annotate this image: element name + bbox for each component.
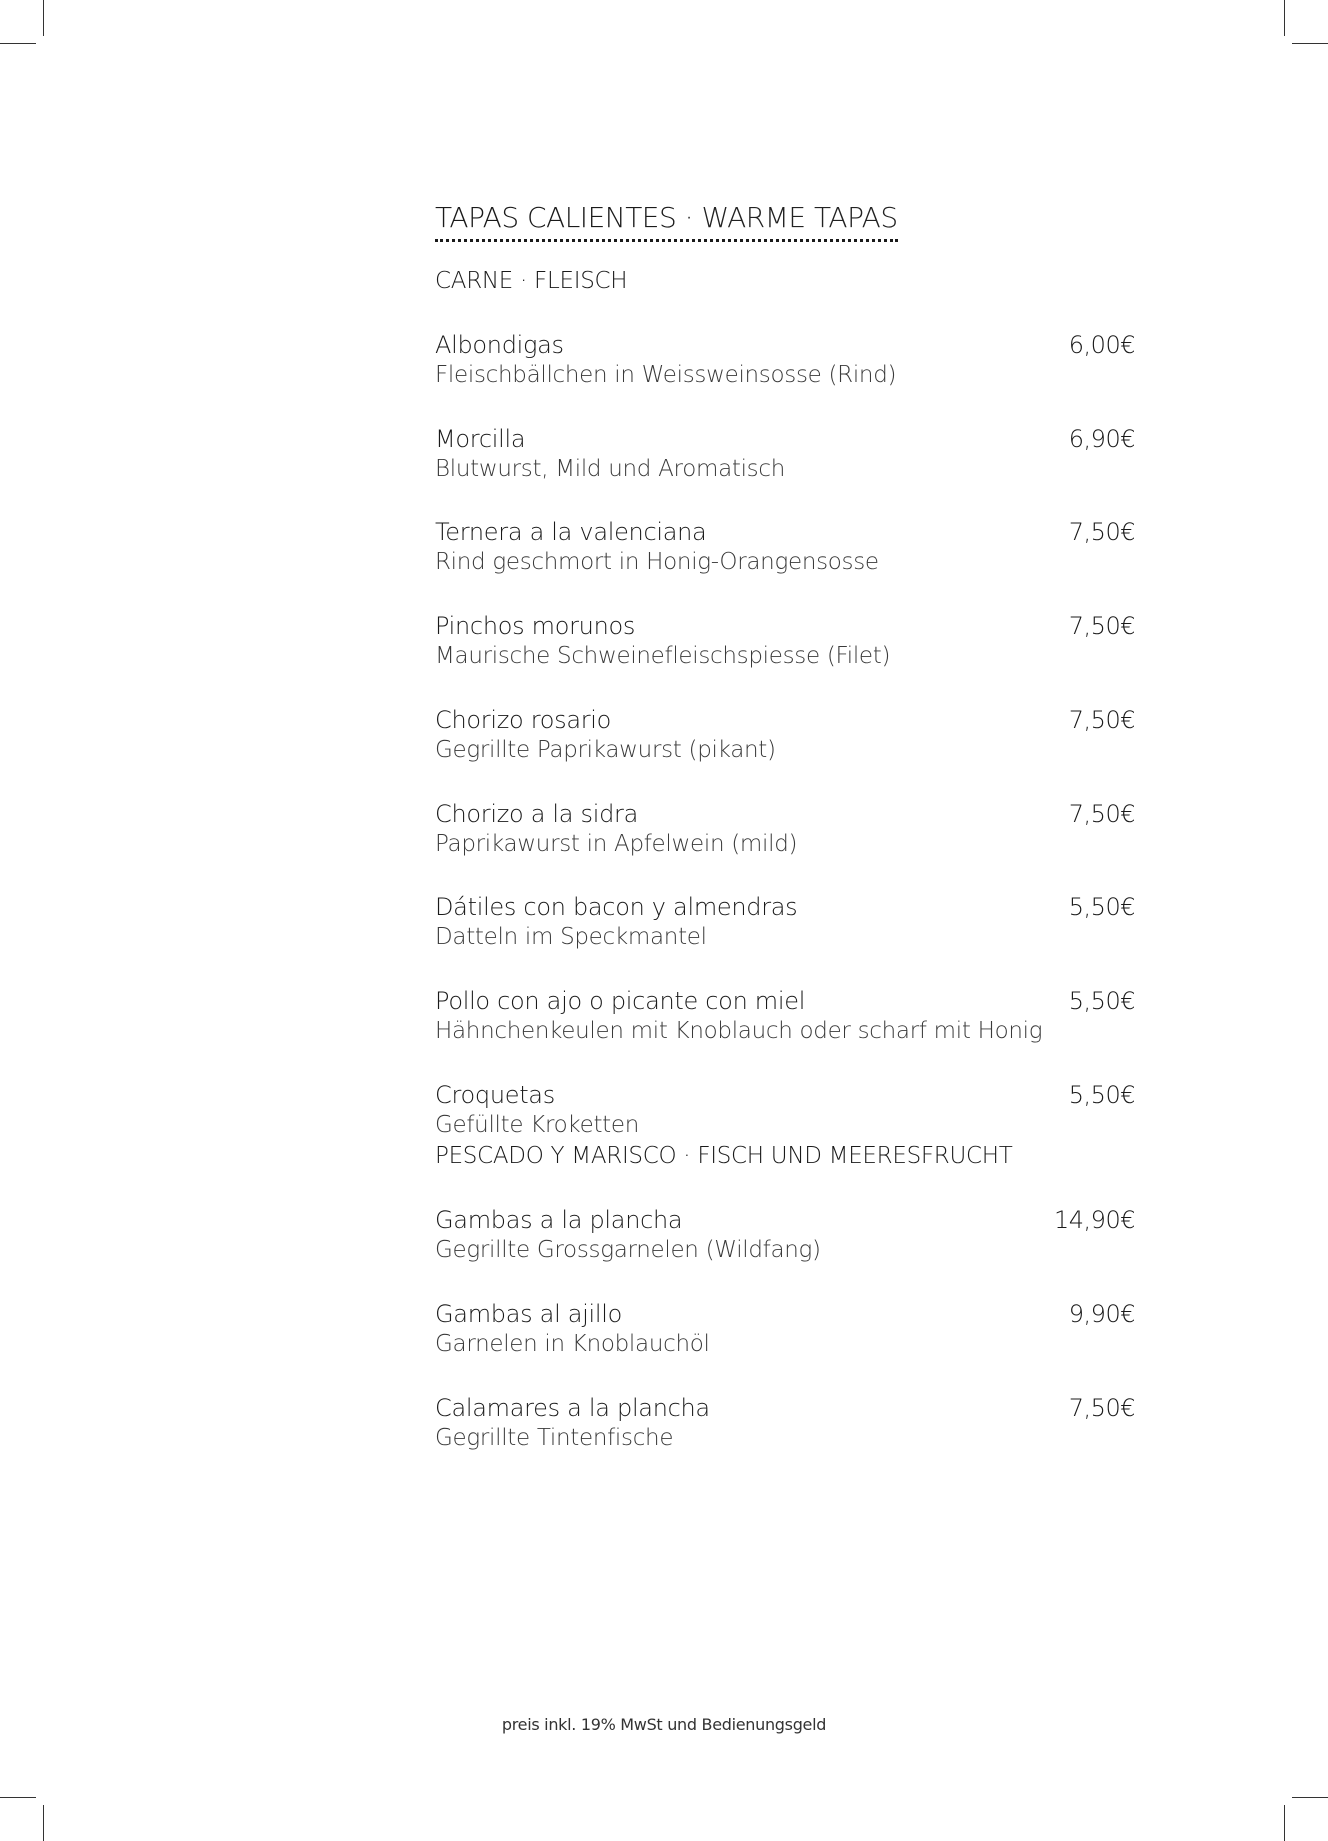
item-price: 7,50€ (1068, 1394, 1135, 1422)
crop-mark (1292, 43, 1328, 44)
item-price: 5,50€ (1068, 1081, 1135, 1109)
crop-mark (0, 43, 36, 44)
item-price: 6,90€ (1068, 425, 1135, 453)
menu-item (435, 1394, 1135, 1454)
menu-item (435, 987, 1135, 1047)
menu-item (435, 518, 1135, 578)
item-description: Garnelen in Knoblauchöl (435, 1331, 710, 1357)
item-price: 14,90€ (1054, 1206, 1135, 1234)
item-name: Dátiles con bacon y almendras (435, 893, 798, 921)
item-name: Chorizo rosario (435, 706, 612, 734)
section-heading-carne: CARNE · FLEISCH (435, 268, 628, 294)
item-description: Paprikawurst in Apfelwein (mild) (435, 831, 798, 857)
item-price: 9,90€ (1068, 1300, 1135, 1328)
crop-mark (0, 1797, 36, 1798)
crop-mark (1284, 0, 1285, 36)
item-price: 7,50€ (1068, 706, 1135, 734)
item-price: 5,50€ (1068, 893, 1135, 921)
crop-mark (1292, 1797, 1328, 1798)
item-name: Albondigas (435, 331, 564, 359)
item-description: Hähnchenkeulen mit Knoblauch oder scharf mit Honig (435, 1018, 1043, 1044)
menu-item (435, 425, 1135, 485)
menu-item (435, 1300, 1135, 1360)
item-name: Gambas a la plancha (435, 1206, 683, 1234)
menu-item (435, 1081, 1135, 1141)
item-name: Gambas al ajillo (435, 1300, 623, 1328)
item-description: Blutwurst, Mild und Aromatisch (435, 456, 785, 482)
menu-title (435, 200, 898, 242)
item-price: 6,00€ (1068, 331, 1135, 359)
menu-item (435, 331, 1135, 391)
crop-mark (1284, 1805, 1285, 1841)
menu-item (435, 893, 1135, 953)
menu-item (435, 706, 1135, 766)
crop-mark (43, 1805, 44, 1841)
footer-note: preis inkl. 19% MwSt und Bedienungsgeld (501, 1715, 827, 1734)
item-name: Pollo con ajo o picante con miel (435, 987, 806, 1015)
item-description: Rind geschmort in Honig-Orangensosse (435, 549, 879, 575)
item-price: 7,50€ (1068, 800, 1135, 828)
menu-item (435, 1206, 1135, 1266)
item-name: Morcilla (435, 425, 526, 453)
menu-title-main: TAPAS CALIENTES · (435, 201, 702, 234)
item-description: Datteln im Speckmantel (435, 924, 707, 950)
item-name: Ternera a la valenciana (435, 518, 707, 546)
item-description: Maurische Schweinefleischspiesse (Filet) (435, 643, 891, 669)
item-description: Gegrillte Tintenfische (435, 1425, 674, 1451)
section-heading-pescado: PESCADO Y MARISCO · FISCH UND MEERESFRUCHT (435, 1143, 1013, 1169)
item-description: Gefüllte Kroketten (435, 1112, 640, 1138)
crop-mark (43, 0, 44, 36)
item-name: Calamares a la plancha (435, 1394, 710, 1422)
menu-item (435, 612, 1135, 672)
item-description: Gegrillte Grossgarnelen (Wildfang) (435, 1237, 821, 1263)
item-name: Chorizo a la sidra (435, 800, 639, 828)
menu-item (435, 800, 1135, 860)
item-price: 7,50€ (1068, 518, 1135, 546)
item-price: 5,50€ (1068, 987, 1135, 1015)
menu-title-sub: WARME TAPAS (701, 201, 898, 234)
item-description: Gegrillte Paprikawurst (pikant) (435, 737, 776, 763)
item-price: 7,50€ (1068, 612, 1135, 640)
item-description: Fleischbällchen in Weissweinsosse (Rind) (435, 362, 897, 388)
item-name: Croquetas (435, 1081, 555, 1109)
item-name: Pinchos morunos (435, 612, 636, 640)
